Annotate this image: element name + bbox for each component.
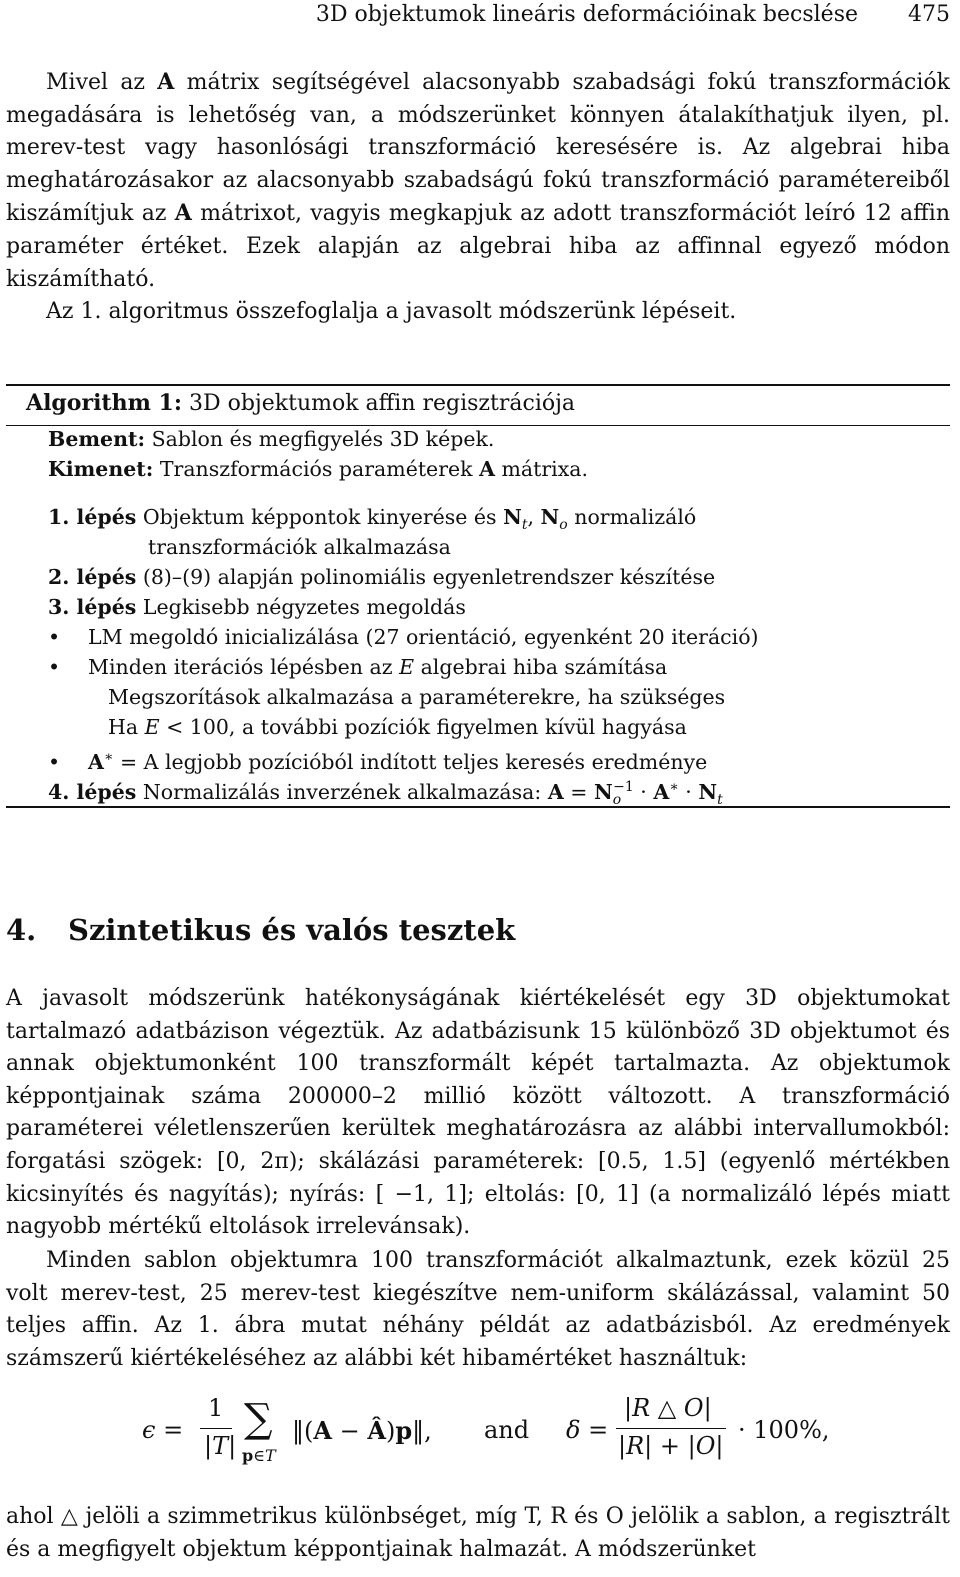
algorithm-step-4: 4. lépés Normalizálás inverzének alkalmazása: $A = N_o^{-1} \cdot A^∗ \cdot N_t$ (48, 779, 723, 808)
body-paragraph-3: ahol △ jelöli a szimmetrikus különbséget, míg T, R és O jelölik a sablon, a regisztrált és a megfigyelt objektum képpontjainak halmazát. A módszerünket (6, 1504, 950, 1562)
body-paragraph-2: Minden sablon objektumra 100 transzformációt alkalmaztunk, ezek közül 25 volt merev-test, 25 merev-test kiegészítve nem-uniform skálázással, valamint 50 teljes affin. Az 1. ábra mutat néhány példát az adatbázisból. Az eredmények számszerű kiértékeléséhez az alábbi két hibamértéket használtuk: (6, 1248, 950, 1371)
algorithm-step-1: 1. lépés Objektum képpontok kinyerése és $N_t$, $N_o$ normalizáló (48, 505, 697, 534)
running-header (6, 2, 950, 30)
algorithm-sub-1: Megszorítások alkalmazása a paraméterekre, ha szükséges (108, 685, 726, 709)
bullet-icon: • (48, 749, 61, 774)
algorithm-step-1-cont: transzformációk alkalmazása (148, 535, 451, 559)
algorithm-bullet-1: • LM megoldó inicializálása (27 orientáció, egyenként 20 iteráció) (48, 622, 759, 652)
intro-paragraph: Mivel az A mátrix segítségével alacsonyabb szabadsági fokú transzformációk megadására is lehetőség van, a módszerünket könnyen átalakíthatjuk ilyen, pl. merev-test vagy hasonlósági transzformáció keresésére is. Az algebrai hiba meghatározásakor az alacsonyabb szabadságú fokú transzformáció paramétereiből kiszámítjuk az A mátrixot, vagyis megkapjuk az adott transzformációt leíró 12 affin paraméter értéket. Ezek alapján az algebrai hiba az affinnal egyező módon kiszámítható. (6, 69, 950, 292)
body-paragraph-1: A javasolt módszerünk hatékonyságának kiértékelését egy 3D objektumokat tartalmazó adatbázison végeztük. Az adatbázisunk 15 különböző 3D objektumot és annak objektumonként 100 transzformált képét tartalmazta. Az objektumok képpontjainak száma 200000–2 millió között változott. A transzformáció paraméterei véletlenszerűen kerültek meghatározásra az alábbi intervallumokból: forgatási szögek: [0, 2π); skálázási paraméterek: [0.5, 1.5] (egyenlő mértékben kicsinyítés és nagyítás); nyírás: [ −1, 1]; eltolás: [0, 1] (a normalizáló lépés miatt nagyobb mértékű eltolások irrelevánsak). (6, 986, 950, 1240)
section-heading: 4. Szintetikus és valós tesztek (6, 913, 516, 947)
algorithm-input: Bement: Sablon és megfigyelés 3D képek. (48, 427, 495, 451)
error-formula: ϵ = 1 |T| ∑ p∈T ‖(A − Â)p‖, and δ = |R △ O| |R| + |O| · 100%, (142, 1394, 830, 1465)
formula-percent: · 100%, (738, 1416, 830, 1444)
page-number: 475 (908, 2, 950, 27)
algorithm-top-rule (6, 384, 950, 386)
algorithm-step-2: 2. lépés (8)–(9) alapján polinomiális egyenletrendszer készítése (48, 565, 716, 589)
algorithm-output: Kimenet: Transzformációs paraméterek A mátrixa. (48, 457, 589, 481)
algorithm-sub-2: Ha E < 100, a további pozíciók figyelmen kívül hagyása (108, 715, 687, 739)
intro-paragraph-2: Az 1. algoritmus összefoglalja a javasolt módszerünk lépéseit. (46, 299, 737, 324)
formula-and: and (484, 1416, 530, 1444)
algorithm-step-3: 3. lépés Legkisebb négyzetes megoldás (48, 595, 466, 619)
algorithm-bullet-3: • A∗ = A legjobb pozícióból indított teljes keresés eredménye (48, 742, 707, 777)
running-title: 3D objektumok lineáris deformációinak becslése (315, 2, 858, 27)
bullet-icon: • (48, 625, 61, 649)
algorithm-bullet-2: • Minden iterációs lépésben az E algebrai hiba számítása (48, 652, 667, 682)
algorithm-title: Algorithm 1: 3D objektumok affin regisztrációja (26, 390, 576, 416)
algorithm-bottom-rule (6, 806, 950, 808)
bullet-icon: • (48, 655, 61, 679)
